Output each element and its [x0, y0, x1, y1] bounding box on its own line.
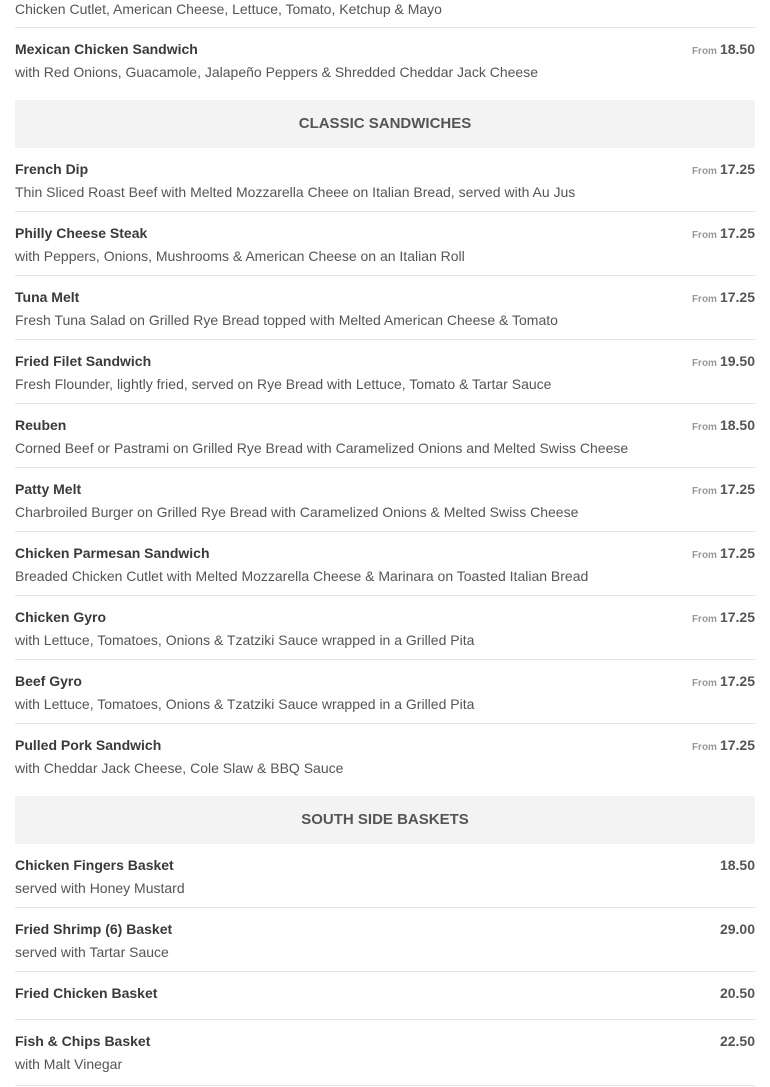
menu-item[interactable]: [15, 1020, 755, 1086]
item-price: [692, 609, 755, 628]
menu-item[interactable]: [15, 844, 755, 908]
price-amount: 17.25: [719, 289, 755, 305]
item-name: Philly Cheese Steak: [15, 225, 148, 241]
item-price: [692, 737, 755, 756]
menu-item[interactable]: [15, 340, 755, 404]
item-name: Mexican Chicken Sandwich: [15, 41, 198, 57]
item-name: Pulled Pork Sandwich: [15, 737, 162, 753]
item-name: Beef Gyro: [15, 673, 82, 689]
item-name: Reuben: [15, 417, 67, 433]
item-description: with Red Onions, Guacamole, Jalapeño Peppers & Shredded Cheddar Jack Cheese: [15, 64, 538, 80]
menu-item[interactable]: [15, 660, 755, 724]
price-from-label: From: [691, 358, 717, 369]
item-price: [692, 225, 755, 244]
item-description: Charbroiled Burger on Grilled Rye Bread with Caramelized Onions & Melted Swiss Cheese: [15, 504, 579, 520]
section-header: CLASSIC SANDWICHES: [15, 100, 755, 148]
price-amount: 18.50: [719, 857, 755, 873]
menu-item[interactable]: [15, 148, 755, 212]
menu-item[interactable]: [15, 908, 755, 972]
price-amount: 18.50: [719, 417, 755, 433]
price-from-label: From: [691, 742, 717, 753]
item-price: [692, 353, 755, 372]
menu-item[interactable]: [15, 596, 755, 660]
item-description: Breaded Chicken Cutlet with Melted Mozzarella Cheese & Marinara on Toasted Italian Bread: [15, 568, 589, 584]
item-name: Chicken Gyro: [15, 609, 107, 625]
item-price: [692, 417, 755, 436]
item-description: Fresh Flounder, lightly fried, served on Rye Bread with Lettuce, Tomato & Tartar Sauce: [15, 376, 552, 392]
menu-item[interactable]: [15, 404, 755, 468]
item-description: served with Tartar Sauce: [15, 944, 169, 960]
item-description: Fresh Tuna Salad on Grilled Rye Bread topped with Melted American Cheese & Tomato: [15, 312, 558, 328]
price-amount: 22.50: [719, 1033, 755, 1049]
price-from-label: From: [691, 166, 717, 177]
menu-list: [15, 0, 755, 1086]
item-description: with Malt Vinegar: [15, 1056, 123, 1072]
item-name: Fried Filet Sandwich: [15, 353, 152, 369]
item-description: Corned Beef or Pastrami on Grilled Rye Bread with Caramelized Onions and Melted Swiss Cheese: [15, 440, 629, 456]
item-description: with Peppers, Onions, Mushrooms & American Cheese on an Italian Roll: [15, 248, 465, 264]
item-description: Thin Sliced Roast Beef with Melted Mozzarella Cheee on Italian Bread, served with Au Jus: [15, 184, 576, 200]
item-description: Chicken Cutlet, American Cheese, Lettuce, Tomato, Ketchup & Mayo: [15, 1, 442, 17]
price-amount: 29.00: [719, 921, 755, 937]
menu-item[interactable]: [15, 532, 755, 596]
item-name: Fish & Chips Basket: [15, 1033, 151, 1049]
price-amount: 17.25: [719, 481, 755, 497]
price-from-label: From: [691, 614, 717, 625]
item-name: Fried Chicken Basket: [15, 985, 158, 1001]
item-price: [720, 921, 755, 938]
price-amount: 17.25: [719, 225, 755, 241]
item-price: [720, 1033, 755, 1050]
menu-item[interactable]: [15, 724, 755, 788]
price-amount: 17.25: [719, 737, 755, 753]
section-header: SOUTH SIDE BASKETS: [15, 796, 755, 844]
price-from-label: From: [691, 46, 717, 57]
item-price: [692, 289, 755, 308]
price-amount: 20.50: [719, 985, 755, 1001]
item-price: [720, 985, 755, 1002]
item-description: with Lettuce, Tomatoes, Onions & Tzatziki Sauce wrapped in a Grilled Pita: [15, 696, 475, 712]
price-amount: 17.25: [719, 161, 755, 177]
item-price: [692, 545, 755, 564]
price-amount: 19.50: [719, 353, 755, 369]
item-price: [692, 41, 755, 60]
item-price: [692, 161, 755, 180]
item-price: [692, 673, 755, 692]
item-description: with Cheddar Jack Cheese, Cole Slaw & BBQ Sauce: [15, 760, 344, 776]
item-description: with Lettuce, Tomatoes, Onions & Tzatziki Sauce wrapped in a Grilled Pita: [15, 632, 475, 648]
menu-item[interactable]: [15, 276, 755, 340]
menu-item[interactable]: [15, 28, 755, 92]
price-from-label: From: [691, 486, 717, 497]
price-amount: 17.25: [719, 673, 755, 689]
item-name: Chicken Parmesan Sandwich: [15, 545, 210, 561]
price-amount: 17.25: [719, 609, 755, 625]
item-name: Fried Shrimp (6) Basket: [15, 921, 173, 937]
menu-item[interactable]: [15, 0, 755, 28]
price-from-label: From: [691, 422, 717, 433]
menu-item[interactable]: [15, 468, 755, 532]
price-amount: 18.50: [719, 41, 755, 57]
item-name: Tuna Melt: [15, 289, 80, 305]
price-from-label: From: [691, 294, 717, 305]
item-price: [720, 857, 755, 874]
price-from-label: From: [691, 550, 717, 561]
menu-item[interactable]: [15, 972, 755, 1020]
price-from-label: From: [691, 230, 717, 241]
menu-item[interactable]: [15, 212, 755, 276]
item-name: Patty Melt: [15, 481, 82, 497]
price-amount: 17.25: [719, 545, 755, 561]
item-description: served with Honey Mustard: [15, 880, 185, 896]
item-price: [692, 481, 755, 500]
item-name: Chicken Fingers Basket: [15, 857, 174, 873]
price-from-label: From: [691, 678, 717, 689]
item-name: French Dip: [15, 161, 89, 177]
